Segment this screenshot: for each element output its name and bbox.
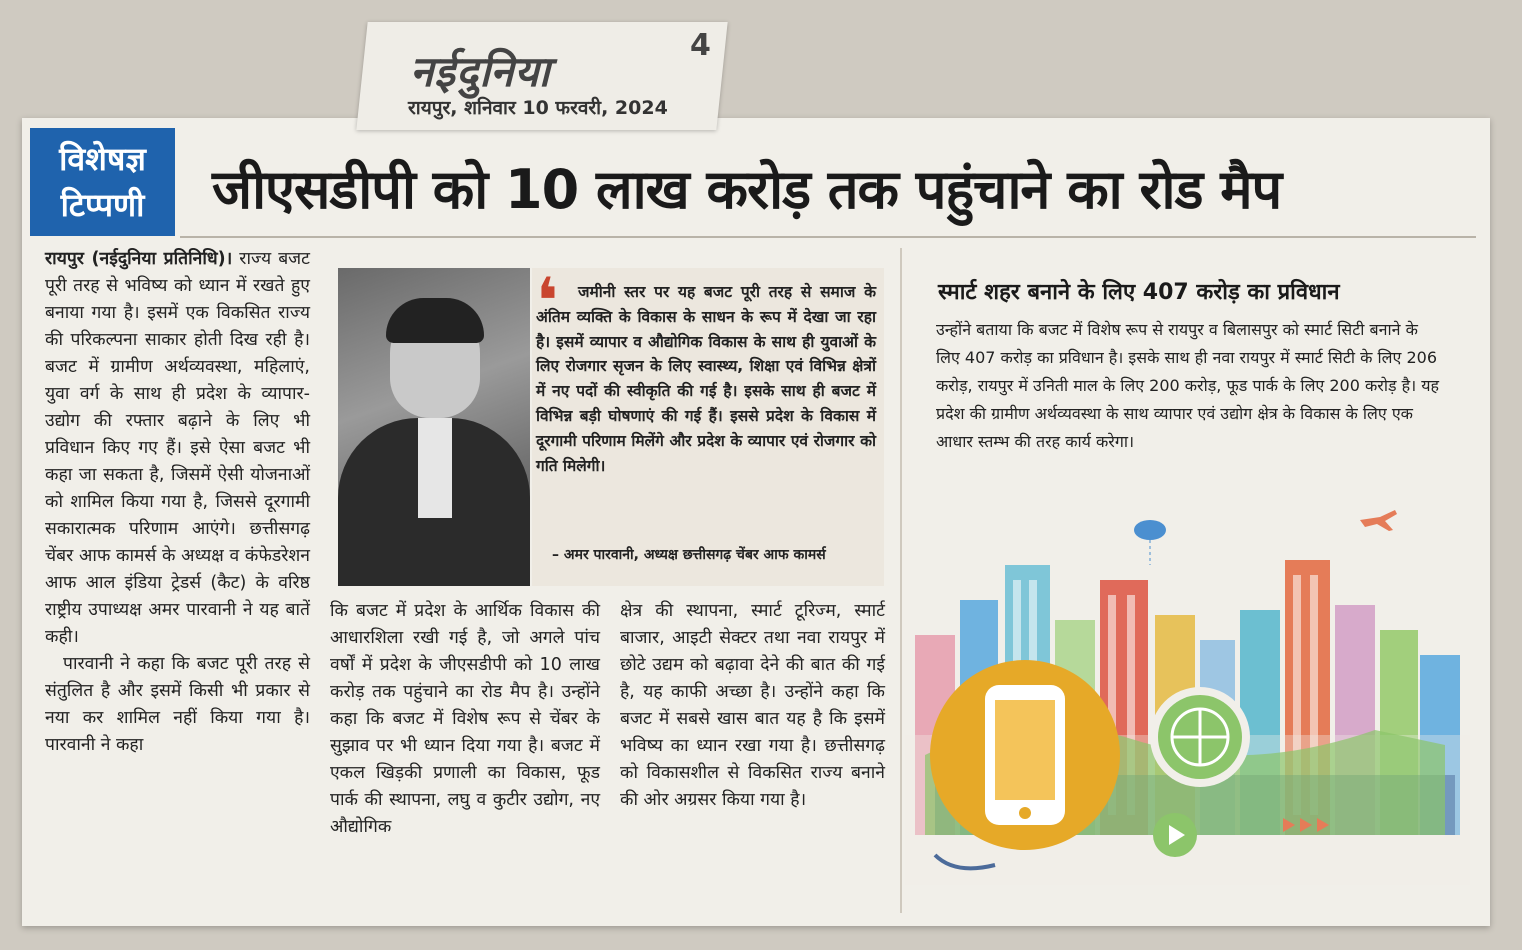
quote-text: जमीनी स्तर पर यह बजट पूरी तरह से समाज के अंतिम व्यक्ति के विकास के साधन के रूप में देखा जा रहा है। इसमें व्यापार व औद्योगिक विकास के साथ ही युवाओं के लिए रोजगार सृजन के लिए स्वास्थ्य, शिक्षा एवं विभिन्न क्षेत्रों में नए पदों की स्वीकृति की गई है। इसके साथ ही बजट में विभिन्न बड़ी घोषणाएं की गई हैं। इससे प्रदेश के विकास में दूरगामी परिणाम मिलेंगे और प्रदेश के व्यापार एवं रोजगार को गति मिलेगी। bbox=[536, 283, 876, 475]
author-photo bbox=[338, 268, 530, 586]
article-column-1 bbox=[45, 246, 310, 759]
quote-mark-icon: ❛ bbox=[536, 265, 559, 339]
edition-date: रायपुर, शनिवार 10 फरवरी, 2024 bbox=[408, 97, 668, 119]
column-divider bbox=[900, 248, 902, 913]
dateline: रायपुर (नईदुनिया प्रतिनिधि)। bbox=[45, 249, 233, 269]
photo-shirt bbox=[418, 418, 452, 518]
headline: जीएसडीपी को 10 लाख करोड़ तक पहुंचाने का रोड मैप bbox=[212, 158, 1282, 221]
headline-divider bbox=[180, 236, 1476, 238]
globe-icon bbox=[1150, 687, 1250, 787]
smart-city-illustration bbox=[905, 505, 1470, 910]
tablet-icon bbox=[930, 660, 1120, 850]
article-paragraph-1: राज्य बजट पूरी तरह से भविष्य को ध्यान में रखते हुए बनाया गया है। इसमें एक विकसित राज्य की परिकल्पना साकार होती दिख रही है। बजट में ग्रामीण अर्थव्यवस्था, महिलाएं, युवा वर्ग के साथ ही प्रदेश के व्यापार-उद्योग की रफ्तार बढ़ाने के लिए भी प्रविधान किए गए हैं। इसे ऐसा बजट भी कहा जा सकता है, जिसमें ऐसी योजनाओं को शामिल किया गया है, जिससे दूरगामी सकारात्मक परिणाम आएंगे। छत्तीसगढ़ चेंबर आफ कामर्स के अध्यक्ष व कंफेडरेशन आफ आल इंडिया ट्रेडर्स (कैट) के वरिष्ठ राष्ट्रीय उपाध्यक्ष अमर पारवानी ने यह बातें कही। bbox=[45, 249, 310, 647]
article-column-2: कि बजट में प्रदेश के आर्थिक विकास की आधारशिला रखी गई है, जो अगले पांच वर्षों में प्रदेश के जीएसडीपी को 10 लाख करोड़ तक पहुंचाने का रोड मैप है। उन्होंने कहा कि बजट में विशेष रूप से चेंबर के सुझाव पर भी ध्यान दिया गया है। बजट में एकल खिड़की प्रणाली का विकास, फूड पार्क की स्थापना, लघु व कुटीर उद्योग, नए औद्योगिक bbox=[330, 601, 600, 837]
photo-hair bbox=[386, 298, 484, 343]
sidebar-heading: स्मार्ट शहर बनाने के लिए 407 करोड़ का प्रविधान bbox=[938, 280, 1340, 305]
article-paragraph-2: पारवानी ने कहा कि बजट पूरी तरह से संतुलित है और इसमें किसी भी प्रकार से नया कर शामिल नहीं किया गया है। पारवानी ने कहा bbox=[45, 654, 310, 755]
newspaper-name: नईदुनिया bbox=[410, 47, 551, 96]
sidebar-body: उन्होंने बताया कि बजट में विशेष रूप से रायपुर व बिलासपुर को स्मार्ट सिटी बनाने के लिए 407 करोड़ का प्रविधान है। इसके साथ ही नवा रायपुर में स्मार्ट सिटी के लिए 206 करोड़, रायपुर में उनिती माल के लिए 200 करोड़, फूड पार्क के लिए 200 करोड़ है। यह प्रदेश की ग्रामीण अर्थव्यवस्था के साथ व्यापार एवं उद्योग क्षेत्र के विकास के लिए एक आधार स्तम्भ की तरह कार्य करेगा। bbox=[936, 320, 1440, 451]
badge-line-2: टिप्पणी bbox=[60, 186, 145, 224]
quote-author: – अमर पारवानी, अध्यक्ष छत्तीसगढ़ चेंबर आफ कामर्स bbox=[552, 547, 826, 563]
page-number: 4 bbox=[690, 28, 711, 63]
badge-line-1: विशेषज्ञ bbox=[59, 140, 146, 178]
article-column-3: क्षेत्र की स्थापना, स्मार्ट टूरिज्म, स्मार्ट बाजार, आइटी सेक्टर तथा नवा रायपुर में छोटे उद्यम को बढ़ावा देने की बात की गई है, यह काफी अच्छा है। उन्होंने कहा कि बजट में सबसे खास बात यह है कि इसमें भविष्य का ध्यान रखा गया है। छत्तीसगढ़ को विकासशील से विकसित राज्य बनाने की ओर अग्रसर किया गया है। bbox=[620, 601, 885, 810]
play-icon bbox=[1153, 813, 1197, 857]
airplane-icon bbox=[1360, 510, 1397, 531]
expert-comment-badge bbox=[30, 128, 175, 236]
cloud-icon bbox=[1134, 520, 1166, 565]
